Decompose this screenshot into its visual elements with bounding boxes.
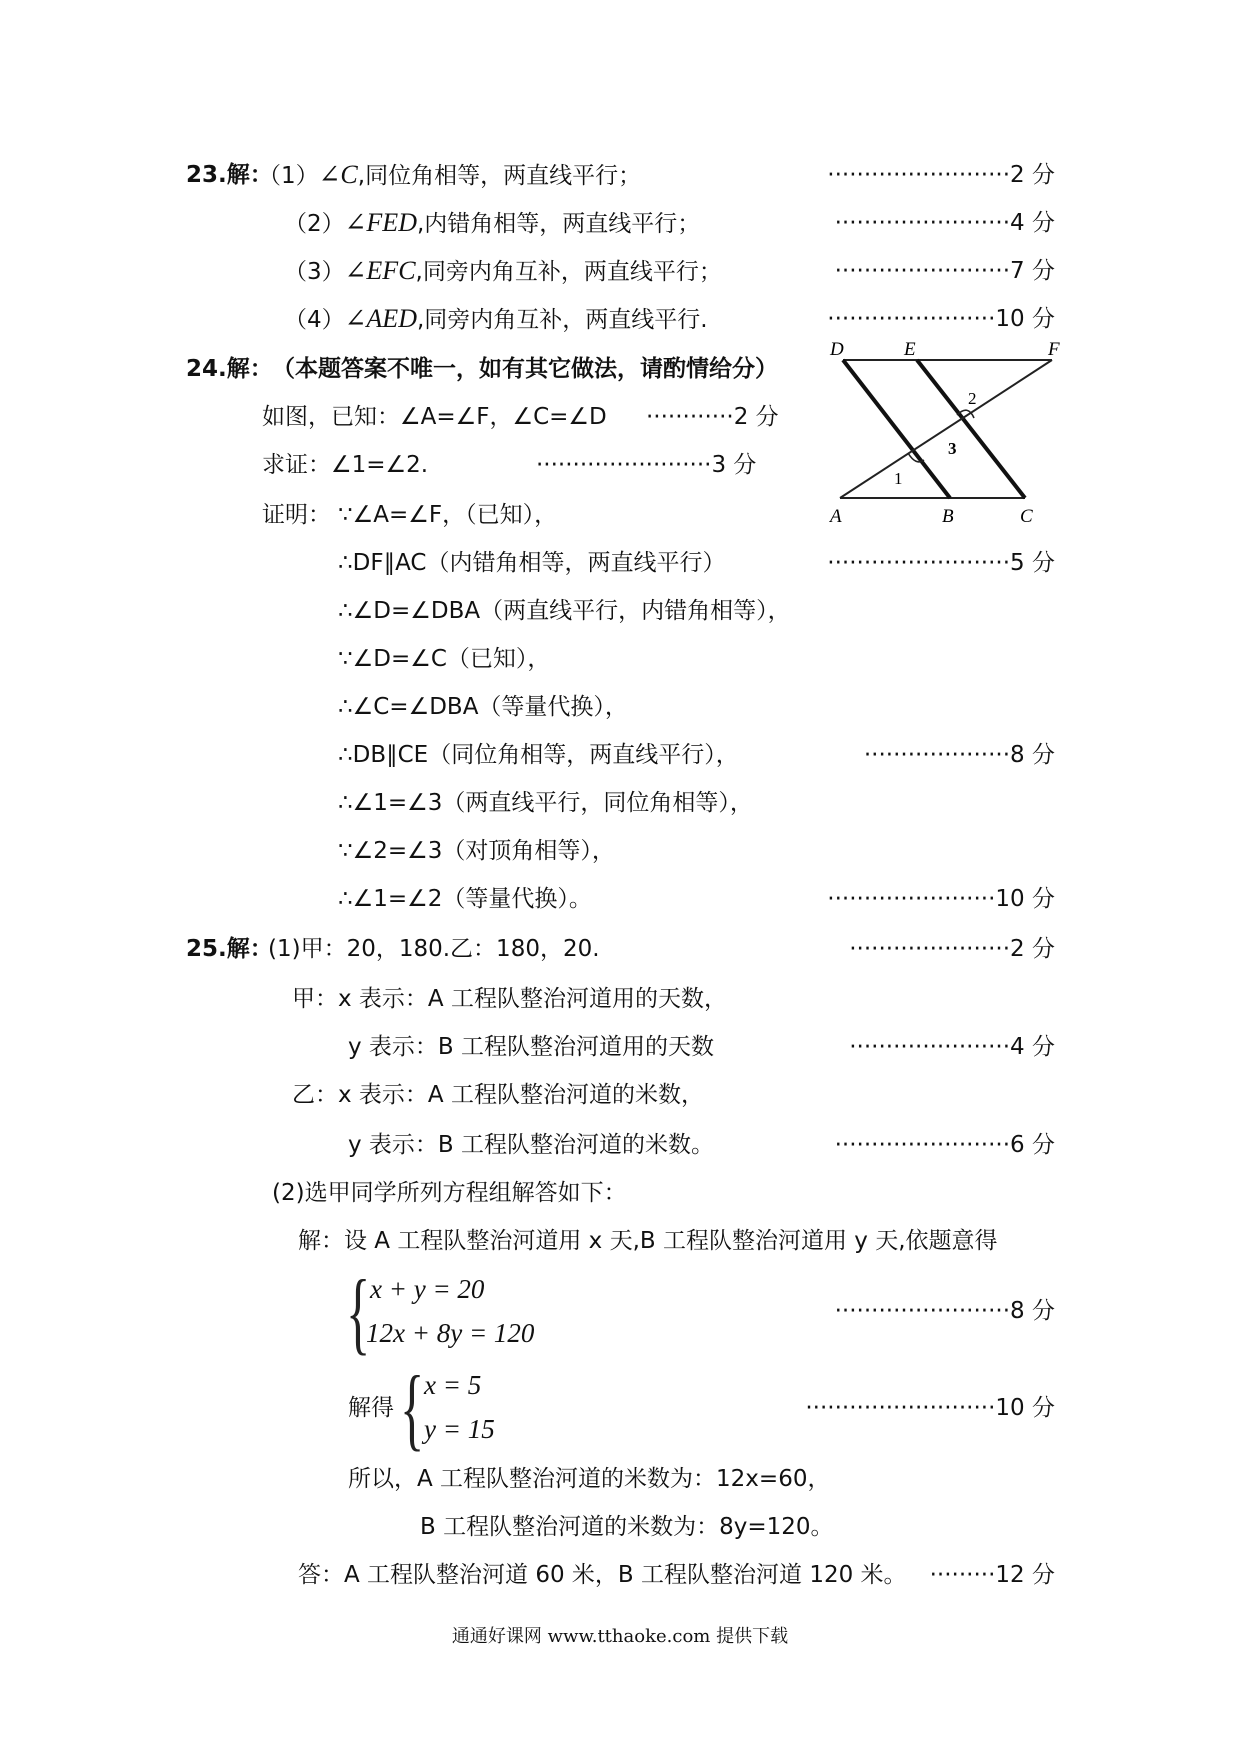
q25-jia-score: ······················4 分 xyxy=(849,1034,1055,1060)
proof-step-2: ∴DF∥AC（内错角相等，两直线平行） xyxy=(338,550,726,576)
proof-step-2-score: ·························5 分 xyxy=(827,550,1055,576)
q25-part2: (2)选甲同学所列方程组解答如下： xyxy=(272,1180,627,1206)
q25-so-b: B 工程队整治河道的米数为：8y=120。 xyxy=(420,1514,834,1540)
q23-score-2: ························4 分 xyxy=(834,210,1055,236)
q25-jia-x: 甲：x 表示：A 工程队整治河道用的天数， xyxy=(292,986,727,1012)
figure-label-1: 1 xyxy=(894,469,903,488)
line-af xyxy=(840,360,1052,498)
figure-label-a: A xyxy=(830,506,842,527)
angle-name: ∠EFC xyxy=(344,256,416,285)
item-text: ,同旁内角互补，两直线平行. xyxy=(416,307,708,333)
solution-y: y = 15 xyxy=(424,1414,495,1444)
solution-score: ··························10 分 xyxy=(805,1395,1055,1421)
q23-item-3 xyxy=(284,256,722,287)
proof-step-9-score: ·······················10 分 xyxy=(827,886,1055,912)
q25-part1-score: ······················2 分 xyxy=(849,936,1055,962)
q25-yi-x: 乙：x 表示：A 工程队整治河道的米数， xyxy=(292,1082,704,1108)
q25-yi-y: y 表示：B 工程队整治河道的米数。 xyxy=(348,1132,715,1158)
solution-x: x = 5 xyxy=(424,1370,482,1400)
q25-jia-y: y 表示：B 工程队整治河道用的天数 xyxy=(348,1034,715,1060)
q25-part1: (1)甲：20，180.乙：180，20. xyxy=(268,936,600,962)
q23-item-2 xyxy=(284,208,700,239)
proof-step-3: ∴∠D=∠DBA（两直线平行，内错角相等）， xyxy=(338,598,791,624)
q25-answer-score: ·········12 分 xyxy=(929,1562,1055,1588)
proof-step-8: ∵∠2=∠3（对顶角相等）， xyxy=(338,838,615,864)
q25-answer: 答：A 工程队整治河道 60 米，B 工程队整治河道 120 米。 xyxy=(298,1562,907,1588)
q25-yi-score: ························6 分 xyxy=(834,1132,1055,1158)
q23-score-4: ·······················10 分 xyxy=(827,306,1055,332)
q23-item-4 xyxy=(284,304,708,335)
proof-step-6: ∴DB∥CE（同位角相等，两直线平行）， xyxy=(338,742,739,768)
proof-step-9: ∴∠1=∠2（等量代换）。 xyxy=(338,886,592,912)
geometry-figure xyxy=(820,338,1070,528)
proof-step-1: ∵∠A=∠F，（已知）， xyxy=(338,502,558,528)
figure-label-f: F xyxy=(1048,339,1060,360)
angle-name: ∠FED xyxy=(344,208,417,237)
q24-label: 24.解： xyxy=(186,356,273,382)
item-text: ,同旁内角互补，两直线平行； xyxy=(415,259,722,285)
q23-label: 23.解： xyxy=(186,162,273,188)
q24-given-score: ············2 分 xyxy=(646,404,779,430)
figure-label-e: E xyxy=(904,339,916,360)
angle-name: ∠C xyxy=(318,160,358,189)
q24-given: 如图，已知：∠A=∠F，∠C=∠D xyxy=(262,404,607,430)
q24-prove: 求证：∠1=∠2. xyxy=(262,452,429,478)
footer: 通通好课网 www.tthaoke.com 提供下载 xyxy=(451,1626,789,1647)
proof-step-7: ∴∠1=∠3（两直线平行，同位角相等）， xyxy=(338,790,753,816)
solve-label: 解得 xyxy=(348,1395,394,1421)
item-number: （1） xyxy=(258,163,319,189)
figure-label-b: B xyxy=(942,506,954,527)
item-text: ,同位角相等，两直线平行； xyxy=(357,163,642,189)
solution-brace: { xyxy=(400,1357,425,1459)
proof-step-6-score: ····················8 分 xyxy=(863,742,1055,768)
item-number: （4） xyxy=(284,307,345,333)
equation-score: ························8 分 xyxy=(834,1298,1055,1324)
equation-1: x + y = 20 xyxy=(370,1274,485,1304)
q24-prove-score: ························3 分 xyxy=(536,452,757,478)
figure-label-d: D xyxy=(830,339,844,360)
q23-score-3: ························7 分 xyxy=(834,258,1055,284)
item-text: ,内错角相等，两直线平行； xyxy=(416,211,701,237)
equation-brace: { xyxy=(346,1261,371,1363)
q23-item-1 xyxy=(258,160,641,191)
figure-label-2: 2 xyxy=(968,389,977,408)
proof-step-4: ∵∠D=∠C（已知）， xyxy=(338,646,551,672)
q24-note: （本题答案不唯一，如有其它做法，请酌情给分） xyxy=(272,356,778,382)
item-number: （2） xyxy=(284,211,345,237)
q25-setup: 解：设 A 工程队整治河道用 x 天,B 工程队整治河道用 y 天,依题意得 xyxy=(298,1228,998,1254)
proof-step-5: ∴∠C=∠DBA（等量代换）， xyxy=(338,694,628,720)
q24-proof-label: 证明： xyxy=(262,502,331,528)
item-number: （3） xyxy=(284,259,345,285)
figure-label-3: 3 xyxy=(948,439,957,458)
figure-label-c: C xyxy=(1020,506,1033,527)
equation-2: 12x + 8y = 120 xyxy=(366,1318,535,1348)
angle-name: ∠AED xyxy=(344,304,417,333)
q25-label: 25.解： xyxy=(186,936,273,962)
q23-score-1: ·························2 分 xyxy=(827,162,1055,188)
q25-so-a: 所以，A 工程队整治河道的米数为：12x=60， xyxy=(348,1466,831,1492)
